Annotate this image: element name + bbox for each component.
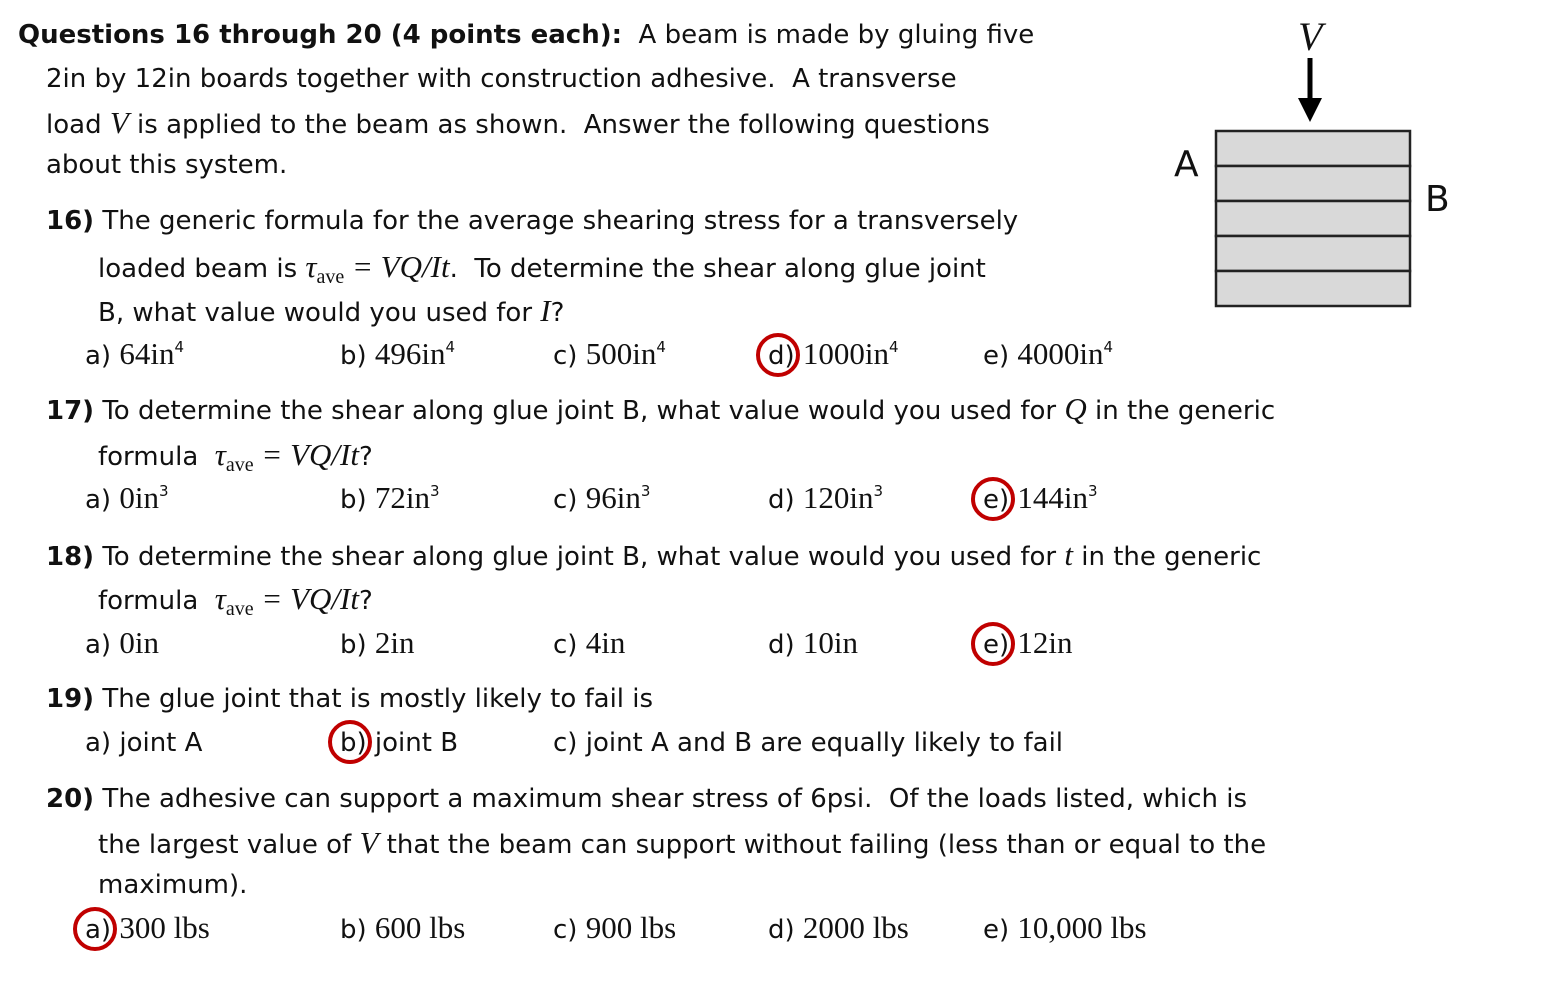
question-prompt — [46, 684, 653, 714]
option-value: 300 lbs — [119, 910, 210, 945]
option-value: 600 lbs — [374, 910, 466, 945]
option-letter-text: e) — [983, 485, 1010, 515]
answer-option-b[interactable] — [340, 728, 458, 758]
math-text: = VQ/It — [253, 437, 359, 472]
option-value: 2000 lbs — [802, 910, 909, 945]
question-prompt — [46, 391, 1276, 426]
answer-option-e[interactable] — [983, 910, 1147, 945]
option-value: joint A — [119, 728, 203, 758]
question-prompt-cont — [98, 825, 1267, 860]
option-letter-text: b) — [340, 728, 367, 758]
option-letter — [983, 341, 1009, 371]
load-label: V — [1298, 14, 1323, 59]
text-segment: A beam is made by gluing five — [622, 20, 1035, 50]
board — [1216, 271, 1410, 306]
option-letter — [983, 915, 1009, 945]
option-exponent: 4 — [656, 338, 666, 356]
option-value: 496in — [374, 336, 446, 371]
option-value: 0in — [119, 480, 159, 515]
option-letter-text: c) — [553, 341, 578, 371]
option-value: 900 lbs — [585, 910, 677, 945]
question-prompt — [46, 206, 1018, 236]
answer-option-d[interactable] — [768, 910, 909, 945]
option-letter-text: c) — [553, 728, 578, 758]
option-exponent: 4 — [445, 338, 456, 356]
question-prompt-cont — [98, 581, 373, 620]
text-segment: ? — [550, 298, 565, 328]
text-segment: load — [46, 110, 110, 140]
math-text: = VQ/It — [253, 581, 359, 616]
math-text: τ — [305, 249, 317, 284]
answer-option-c[interactable] — [553, 336, 666, 374]
option-letter-text: e) — [983, 341, 1010, 371]
option-value: 10in — [802, 625, 859, 660]
option-letter-text: b) — [340, 341, 367, 371]
option-letter — [85, 485, 111, 515]
option-value: 1000in — [802, 336, 890, 371]
board — [1216, 201, 1410, 236]
math-text: ave — [316, 266, 345, 288]
option-letter — [983, 630, 1009, 660]
option-value: 144in — [1017, 480, 1089, 515]
text-segment: in the generic — [1086, 396, 1276, 426]
text-segment: To determine the shear along glue joint B, what value would you used for — [94, 542, 1065, 572]
option-value: 10,000 lbs — [1017, 910, 1147, 945]
math-text: = VQ/It — [344, 249, 450, 284]
text-segment: . To determine the shear along glue joint — [449, 254, 986, 284]
math-text: τ — [214, 581, 226, 616]
option-value: 0in — [119, 625, 159, 660]
question-prompt-cont — [98, 249, 986, 288]
option-letter — [340, 915, 367, 945]
option-letter — [553, 341, 577, 371]
text-segment: the largest value of — [98, 830, 360, 860]
joint-a-label: A — [1174, 144, 1199, 185]
board — [1216, 131, 1410, 166]
answer-option-d[interactable] — [768, 480, 884, 518]
board — [1216, 166, 1410, 201]
math-text: V — [359, 825, 379, 860]
answer-option-b[interactable] — [340, 336, 456, 374]
option-letter-text: d) — [768, 485, 795, 515]
math-text: Q — [1064, 391, 1087, 426]
answer-option-b[interactable] — [340, 910, 466, 945]
selected-answer-circle-icon — [73, 907, 117, 951]
text-segment: formula — [98, 586, 215, 616]
option-letter — [768, 341, 795, 371]
intro-heading-line — [18, 20, 1034, 50]
joint-b-label: B — [1425, 179, 1450, 220]
option-letter — [340, 341, 367, 371]
option-exponent: 4 — [1103, 338, 1114, 356]
option-letter — [340, 630, 367, 660]
question-prompt — [46, 537, 1262, 572]
text-segment: that the beam can support without failing (less than or equal to the — [378, 830, 1267, 860]
answer-option-a[interactable] — [85, 625, 159, 660]
text-segment: maximum). — [98, 870, 248, 900]
option-letter — [85, 728, 111, 758]
option-letter-text: a) — [85, 630, 112, 660]
option-exponent: 4 — [174, 338, 185, 356]
answer-option-c[interactable] — [553, 728, 1063, 758]
option-letter-text: b) — [340, 630, 367, 660]
answer-option-c[interactable] — [553, 480, 651, 518]
text-segment: loaded beam is — [98, 254, 306, 284]
selected-answer-circle-icon — [756, 333, 800, 377]
selected-answer-circle-icon — [328, 720, 372, 764]
question-prompt-cont — [98, 437, 373, 476]
text-segment: ? — [358, 586, 373, 616]
math-text: t — [1064, 537, 1073, 572]
answer-option-c[interactable] — [553, 910, 677, 945]
option-letter — [553, 485, 577, 515]
text-segment: B, what value would you used for — [98, 298, 541, 328]
option-exponent: 4 — [889, 338, 899, 356]
option-value: 12in — [1017, 625, 1073, 660]
selected-answer-circle-icon — [971, 477, 1015, 521]
option-letter — [768, 485, 795, 515]
text-segment: To determine the shear along glue joint B, what value would you used for — [94, 396, 1065, 426]
option-letter — [340, 485, 367, 515]
answer-option-a[interactable] — [85, 728, 202, 758]
option-value: 4in — [585, 625, 626, 660]
option-exponent: 3 — [1088, 482, 1098, 500]
option-letter-text: d) — [768, 341, 795, 371]
option-letter-text: a) — [85, 485, 112, 515]
selected-answer-circle-icon — [971, 622, 1015, 666]
beam-diagram — [1160, 10, 1460, 320]
answer-option-b[interactable] — [340, 625, 415, 660]
question-number: Questions 16 through 20 (4 points each): — [18, 20, 622, 50]
math-text: ave — [225, 598, 254, 620]
option-letter — [983, 485, 1009, 515]
answer-option-c[interactable] — [553, 625, 626, 660]
intro-line — [46, 150, 287, 180]
option-letter-text: a) — [85, 915, 112, 945]
text-segment: The adhesive can support a maximum shear stress of 6psi. Of the loads listed, which is — [94, 784, 1248, 814]
option-letter — [768, 630, 795, 660]
intro-line — [46, 64, 957, 94]
option-letter-text: d) — [768, 630, 795, 660]
question-prompt — [46, 784, 1247, 814]
math-text: I — [540, 293, 551, 328]
option-value: 64in — [119, 336, 175, 371]
question-prompt-cont — [98, 870, 247, 900]
math-text: V — [109, 105, 129, 140]
text-segment: about this system. — [46, 150, 288, 180]
answer-option-e[interactable] — [983, 336, 1114, 374]
option-letter-text: c) — [553, 915, 578, 945]
text-segment: The glue joint that is mostly likely to fail is — [94, 684, 654, 714]
answer-option-e[interactable] — [983, 625, 1073, 660]
option-letter — [768, 915, 795, 945]
option-value: 4000in — [1017, 336, 1104, 371]
board — [1216, 236, 1410, 271]
option-exponent: 3 — [640, 482, 651, 500]
question-number: 16) — [46, 206, 95, 236]
option-exponent: 3 — [158, 482, 169, 500]
option-letter — [85, 915, 111, 945]
question-prompt-cont — [98, 293, 565, 328]
load-arrow-icon — [1298, 58, 1322, 122]
text-segment: 2in by 12in boards together with construction adhesive. A transverse — [46, 64, 957, 94]
option-exponent: 3 — [430, 482, 440, 500]
option-letter-text: b) — [340, 915, 367, 945]
math-text: ave — [225, 454, 254, 476]
option-letter-text: e) — [983, 915, 1010, 945]
answer-option-d[interactable] — [768, 625, 859, 660]
question-number: 18) — [46, 542, 95, 572]
question-number: 20) — [46, 784, 95, 814]
question-number: 19) — [46, 684, 95, 714]
option-letter — [340, 728, 367, 758]
option-value: 500in — [585, 336, 657, 371]
option-value: 120in — [802, 480, 874, 515]
answer-option-e[interactable] — [983, 480, 1098, 518]
text-segment: in the generic — [1073, 542, 1262, 572]
option-letter-text: c) — [553, 485, 578, 515]
option-letter-text: b) — [340, 485, 367, 515]
option-letter — [553, 630, 577, 660]
text-segment: The generic formula for the average shearing stress for a transversely — [94, 206, 1019, 236]
intro-line — [46, 105, 990, 140]
question-number: 17) — [46, 396, 95, 426]
option-exponent: 3 — [873, 482, 884, 500]
text-segment: ? — [358, 442, 373, 472]
math-text: τ — [214, 437, 226, 472]
option-value: 72in — [374, 480, 431, 515]
option-letter — [85, 341, 111, 371]
option-letter — [553, 728, 577, 758]
option-letter-text: c) — [553, 630, 578, 660]
beam-boards — [1216, 131, 1410, 306]
answer-option-a[interactable] — [85, 480, 169, 518]
option-letter-text: a) — [85, 341, 112, 371]
option-letter-text: e) — [983, 630, 1010, 660]
option-letter-text: d) — [768, 915, 795, 945]
option-value: joint B — [374, 728, 459, 758]
text-segment: formula — [98, 442, 215, 472]
option-letter — [85, 630, 111, 660]
option-value: 2in — [374, 625, 415, 660]
option-value: joint A and B are equally likely to fail — [585, 728, 1064, 758]
text-segment: is applied to the beam as shown. Answer the following questions — [128, 110, 990, 140]
option-letter — [553, 915, 577, 945]
answer-option-a[interactable] — [85, 910, 210, 945]
option-value: 96in — [585, 480, 641, 515]
answer-option-d[interactable] — [768, 336, 899, 374]
option-letter-text: a) — [85, 728, 112, 758]
answer-option-a[interactable] — [85, 336, 185, 374]
answer-option-b[interactable] — [340, 480, 440, 518]
